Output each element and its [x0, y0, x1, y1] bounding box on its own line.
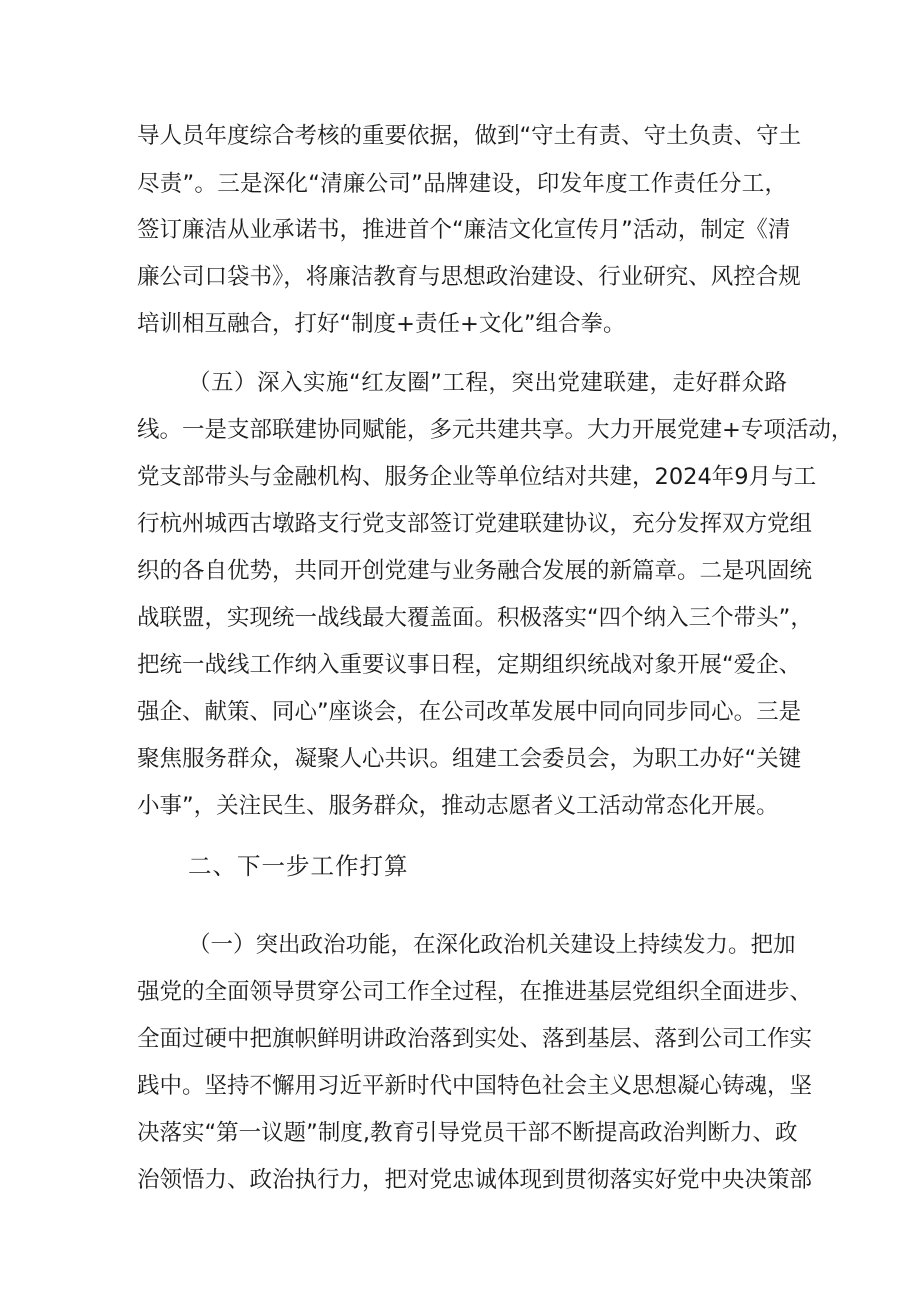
- paragraph-line: 织的各自优势，共同开创党建与业务融合发展的新篇章。二是巩固统: [137, 558, 813, 584]
- paragraph-line: 把统一战线工作纳入重要议事日程，定期组织统战对象开展“爱企、: [137, 652, 802, 678]
- paragraph-line: 导人员年度综合考核的重要依据，做到“守土有责、守土负责、守土: [137, 123, 802, 149]
- paragraph-line: 强党的全面领导贯穿公司工作全过程，在推进基层党组织全面进步、: [137, 979, 813, 1005]
- paragraph-line: 小事”，关注民生、服务群众，推动志愿者义工活动常态化开展。: [137, 793, 779, 819]
- section-heading: 二、下一步工作打算: [188, 852, 409, 880]
- paragraph-line: 廉公司口袋书》，将廉洁教育与思想政治建设、行业研究、风控合规: [137, 264, 801, 290]
- paragraph-line: 战联盟，实现统一战线最大覆盖面。积极落实“四个纳入三个带头”，: [137, 605, 813, 631]
- paragraph-line: 签订廉洁从业承诺书，推进首个“廉洁文化宣传月”活动，制定《清: [137, 217, 791, 243]
- paragraph-line: 治领悟力、政治执行力，把对党忠诚体现到贯彻落实好党中央决策部: [137, 1167, 813, 1193]
- paragraph-line: 尽责”。三是深化“清廉公司”品牌建设，印发年度工作责任分工，: [137, 171, 787, 197]
- paragraph-line: 全面过硬中把旗帜鲜明讲政治落到实处、落到基层、落到公司工作实: [137, 1026, 813, 1052]
- paragraph-line: （五）深入实施“红友圈”工程，突出党建联建，走好群众路: [188, 370, 787, 396]
- paragraph-line: 强企、献策、同心”座谈会，在公司改革发展中同向同步同心。三是: [137, 699, 802, 725]
- paragraph-line: 培训相互融合，打好“制度+责任+文化”组合拳。: [137, 311, 626, 337]
- paragraph-line: 决落实“第一议题”制度,教育引导党员干部不断提高政治判断力、政: [137, 1120, 798, 1146]
- paragraph-line: （一）突出政治功能，在深化政治机关建设上持续发力。把加: [188, 932, 796, 958]
- paragraph-line: 线。一是支部联建协同赋能，多元共建共享。大力开展党建+专项活动，: [137, 417, 854, 443]
- paragraph-line: 行杭州城西古墩路支行党支部签订党建联建协议，充分发挥双方党组: [137, 511, 813, 537]
- paragraph-line: 践中。坚持不懈用习近平新时代中国特色社会主义思想凝心铸魂，坚: [137, 1073, 813, 1099]
- paragraph-line: 党支部带头与金融机构、服务企业等单位结对共建，2024年9月与工: [137, 464, 817, 490]
- paragraph-line: 聚焦服务群众，凝聚人心共识。组建工会委员会，为职工办好“关键: [137, 746, 802, 772]
